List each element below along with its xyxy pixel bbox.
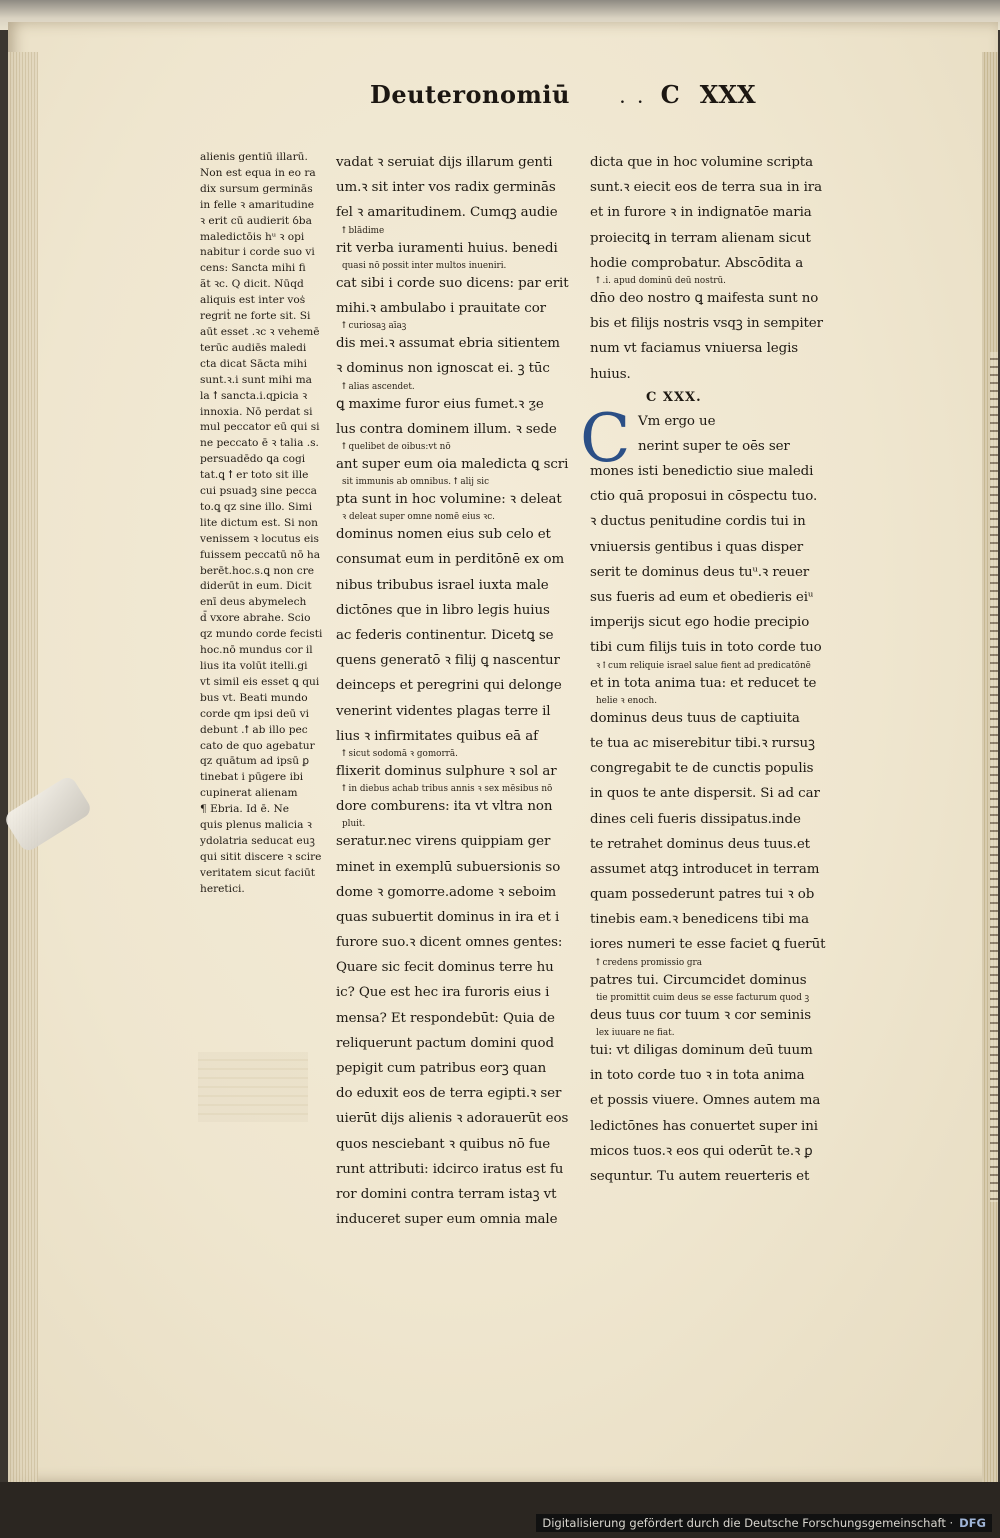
folio-letter: C (660, 80, 680, 109)
text-line: vadat ꝛ seruiat dijs illarum genti (336, 155, 553, 170)
text-line: deinceps et peregrini qui delonge (336, 678, 562, 694)
text-line: runt attributi: idcirco iratus est fu (336, 1161, 564, 1177)
gloss-line: enī deus abymelech (200, 596, 307, 609)
text-line: induceret super eum omnia male (336, 1212, 558, 1228)
text-line: Quare sic fecit dominus terre hu (336, 960, 554, 976)
gloss-line: persuadēdo ꝗa cogi (200, 453, 306, 466)
interlinear-gloss: ꝉ sicut sodomā ꝛ gomorrā. (342, 748, 458, 759)
gloss-line: innoxia. Nō perdat si (200, 405, 313, 418)
gloss-line: maledictōis hᵘ ꝛ opi (200, 230, 305, 243)
gloss-line: nabitur i corde suo vi (200, 246, 315, 259)
text-line: dominus nomen eius sub celo et (336, 527, 551, 543)
text-line: lus contra dominem illum. ꝛ sede (336, 421, 557, 437)
text-line: quens generatō ꝛ filij ꝗ nascentur (336, 653, 560, 669)
gloss-line: cui psuadꝫ sine pecca (200, 485, 317, 498)
scan-background (0, 1482, 1000, 1538)
text-column-2-bottom (590, 409, 826, 1189)
text-line: te retrahet dominus deus tuus.et (590, 836, 810, 852)
text-line: bis et filijs nostris vsqꝫ in sempiter (590, 316, 823, 332)
text-line: ꝛ ductus penitudine cordis tui in (590, 514, 806, 530)
text-line: tibi cum filijs tuis in toto corde tuo (590, 640, 822, 656)
text-line: ledictōnes has conuertet super ini (590, 1118, 818, 1134)
text-line: dn̄o deo nostro ꝗ maifesta sunt no (590, 290, 819, 306)
gloss-line: fuissem peccatū nō ha (200, 548, 321, 561)
text-line: fel ꝛ amaritudinem. Cumqꝫ audie (336, 205, 558, 221)
gloss-line: tinebat i pūgere ibi (200, 771, 304, 784)
decorated-initial: C (580, 399, 631, 477)
text-line: dicta que in hoc volumine scripta (590, 155, 813, 170)
text-line: ꝗ maxime furor eius fumet.ꝛ ƺe (336, 396, 544, 412)
gloss-line: venissem ꝛ locutus eis (200, 532, 319, 545)
gloss-line: regriṫ ne forte sit. Si (200, 310, 311, 323)
gloss-line: ¶ Ebria. Id ē. Ne (200, 803, 290, 816)
text-line: ctio quā proposui in cōspectu tuo. (590, 489, 818, 505)
text-line: in quos te ante dispersit. Si ad car (590, 786, 820, 802)
interlinear-gloss: ꝉ blādime (342, 225, 385, 236)
gloss-line: veritatem sicut faciūt (200, 866, 316, 879)
gloss-line: sunt.ꝛ.i sunt mihi ma (200, 373, 312, 386)
text-line: seratur.nec virens quippiam ger (336, 834, 551, 850)
text-line: sequntur. Tu autem reuerteris et (590, 1168, 810, 1184)
text-column-2-top (590, 150, 823, 387)
text-line: iores numeri te esse faciet ꝗ fuerūt (590, 937, 826, 953)
interlinear-gloss: ꝉ credens promissio gra (596, 957, 703, 968)
gloss-line: qz quātum ad ipsū ꝑ (200, 755, 310, 768)
text-line: micos tuos.ꝛ eos qui oderūt te.ꝛ ꝑ (590, 1143, 813, 1159)
text-line: quam possederunt patres tui ꝛ ob (590, 887, 815, 903)
text-line: hodie comprobatur. Abscōdita a (590, 255, 804, 271)
show-through-marks (198, 1052, 308, 1122)
interlinear-gloss: ꝉ in diebus achab tribus annis ꝛ sex mēsibus nō (342, 784, 553, 795)
gloss-line: vt simil eis esset ꝗ qui (200, 675, 320, 688)
text-line: quos nesciebant ꝛ quibus nō fue (336, 1136, 551, 1152)
gloss-line: debunt .ꝉ ab illo pec (200, 723, 308, 736)
gloss-line: ne peccato ē ꝛ talia .s. (200, 437, 319, 450)
text-line: patres tui. Circumcidet dominus (590, 972, 807, 988)
gloss-line: ydolatria seducat euꝫ (200, 834, 315, 847)
gloss-line: d̄ vxore abrahe. Scio (200, 612, 311, 625)
text-line: dis mei.ꝛ assumat ebria sitientem (336, 336, 560, 352)
text-line: sunt.ꝛ eiecit eos de terra sua in ira (590, 180, 822, 196)
text-line: ic? Que est hec ira furoris eius i (336, 985, 550, 1001)
text-line: pta sunt in hoc volumine: ꝛ deleat (336, 492, 562, 508)
text-line: dines celi fueris dissipatus.inde (590, 811, 801, 827)
gloss-line: in felle ꝛ amaritudine (200, 198, 315, 211)
text-line: et in furore ꝛ in indignatōe maria (590, 205, 812, 221)
text-line: proiecitꝗ in terram alienam sicut (590, 230, 811, 246)
text-line: dominus deus tuus de captiuita (590, 710, 800, 726)
running-head: Deuteronomiū (370, 80, 570, 109)
gloss-line: la ꝉ sancta.i.ɋpicia ꝛ (200, 389, 308, 402)
interlinear-gloss: pluit. (342, 819, 366, 830)
next-page-sliver (990, 352, 998, 1202)
interlinear-gloss: ꝉ alias ascendet. (342, 381, 415, 392)
interlinear-gloss: helie ꝛ enoch. (596, 695, 658, 706)
text-line: flixerit dominus sulphure ꝛ sol ar (336, 763, 557, 779)
text-line: tui: vt diligas dominum deū tuum (590, 1043, 813, 1058)
gloss-line: terūc audiēs maledi (200, 341, 307, 354)
gloss-line: lite dictum est. Si non (200, 516, 319, 529)
gloss-line: cens: Sancta mihi fi (200, 262, 306, 275)
interlinear-gloss: quasi nō possit inter multos inueniri. (342, 260, 507, 271)
text-line: cat sibi i corde suo dicens: par erit (336, 275, 569, 291)
text-line: ant super eum oia maledicta ꝗ scri (336, 456, 569, 472)
gloss-line: mul peccator eū qui si (200, 421, 320, 434)
page-gutter-edge (8, 52, 38, 1482)
gloss-line: aūt esset .ꝛc ꝛ vehemē (200, 325, 320, 338)
gloss-line: ꝛ erit cū audierit ỽba (200, 214, 312, 227)
text-line: Vm ergo ue (638, 413, 716, 429)
interlinear-gloss: ꝉ quelibet de oibus:vt nō (342, 441, 451, 452)
interlinear-gloss: sit immunis ab omnibus. ꝉ alij sic (342, 477, 490, 488)
gloss-line: dix sursum germinās (200, 182, 313, 195)
text-line: te tua ac miserebitur tibi.ꝛ rursuꝫ (590, 735, 815, 751)
text-line: ror domini contra terram istaꝫ vt (336, 1186, 557, 1202)
gloss-line: aliquis est inter voṡ (200, 294, 306, 307)
interlinear-gloss: ꝉ .i. apud dominū deū nostrū. (596, 275, 726, 286)
text-line: tinebis eam.ꝛ benedicens tibi ma (590, 912, 809, 928)
gloss-line: cupinerat alienam (200, 787, 298, 800)
text-line: imperijs sicut ego hodie precipio (590, 615, 810, 631)
text-line: lius ꝛ infirmitates quibus eā af (336, 728, 538, 744)
text-line: serit te dominus deus tuᵘ.ꝛ reuer (590, 564, 810, 580)
folio-numeral: XXX (699, 80, 756, 109)
text-line: rit verba iuramenti huius. benedi (336, 240, 558, 256)
folio-number (620, 80, 756, 109)
interlinear-gloss: lex iuuare ne fiat. (596, 1028, 675, 1038)
credit-text: Digitalisierung gefördert durch die Deutsche Forschungsgemeinschaft · (542, 1516, 954, 1530)
text-line: huius. (590, 366, 631, 382)
gloss-line: berēt.hoc.s.ꝗ non cre (200, 564, 315, 577)
gloss-line: cato de quo agebatur (200, 739, 315, 752)
text-line: pepigit cum patribus eorꝫ quan (336, 1061, 547, 1076)
gloss-line: to.ꝗ qz sine illo. Simi (200, 500, 313, 513)
gloss-line: ãt ꝛc. Q dicit. Nūqd (200, 278, 304, 291)
text-line: dore comburens: ita vt vltra non (336, 799, 553, 815)
text-line: reliquerunt pactum domini quod (336, 1035, 554, 1051)
gloss-line: corde qm ipsi deū vi (200, 707, 309, 720)
text-line: dictōnes que in libro legis huius (336, 602, 550, 618)
text-line: deus tuus cor tuum ꝛ cor seminis (590, 1007, 811, 1023)
chapter-opening (580, 399, 826, 1189)
text-line: consumat eum in perditōnē ex om (336, 552, 565, 568)
gloss-line: diderūt in eum. Dicit (200, 580, 312, 593)
marginal-gloss (200, 150, 323, 898)
gloss-line: qui sitit discere ꝛ scire (200, 850, 322, 863)
gloss-line: alienis gentiū illarū. (200, 151, 308, 163)
digitization-credit (536, 1514, 992, 1532)
text-line: vniuersis gentibus i quas disper (590, 539, 804, 555)
interlinear-gloss: ꝛ ꝉ cum reliquie israel salue fient ad predicatōnē (596, 660, 811, 671)
dfg-logo: DFG (959, 1516, 986, 1530)
text-line: et possis viuere. Omnes autem ma (590, 1093, 821, 1109)
text-line: mones isti benedictio siue maledi (590, 464, 814, 480)
interlinear-gloss: tie promittit cuim deus se esse facturum quod ꝫ (596, 992, 810, 1003)
text-line: mensa? Et respondebūt: Quia de (336, 1010, 555, 1026)
gloss-line: cta dicat Sācta mihi (200, 357, 308, 370)
text-line: venerint videntes plagas terre il (336, 703, 551, 719)
text-line: nibus tribubus israel iuxta male (336, 577, 549, 593)
gloss-line: qz mundo corde fecisti (200, 628, 323, 641)
interlinear-gloss: ꝉ curiosaꝫ aīaꝫ (342, 321, 407, 332)
text-line: do eduxit eos de terra egipti.ꝛ ser (336, 1086, 562, 1102)
interlinear-gloss: ꝛ deleat super omne nomē eius ꝛc. (342, 512, 495, 523)
text-line: nerint super te oēs ser (638, 438, 790, 454)
text-line: furore suo.ꝛ dicent omnes gentes: (336, 935, 563, 951)
text-line: et in tota anima tua: et reducet te (590, 675, 817, 691)
gloss-line: tat.ꝗ ꝉ er toto sit ille (200, 469, 309, 482)
text-line: assumet atqꝫ introducet in terram (590, 861, 820, 877)
text-line: in toto corde tuo ꝛ in tota anima (590, 1068, 805, 1084)
gloss-line: heretici. (200, 882, 245, 895)
text-line: dome ꝛ gomorre.adome ꝛ seboim (336, 884, 557, 900)
gloss-line: hoc.nō mundus cor il (200, 644, 313, 657)
text-line: num vt faciamus vniuersa legis (590, 341, 799, 357)
gloss-line: Non est equa in eo ra (200, 166, 316, 179)
text-line: um.ꝛ sit inter vos radix germinās (336, 180, 556, 196)
text-line: minet in exemplū subuersionis so (336, 859, 561, 875)
text-line: quas subuertit dominus in ira et i (336, 909, 560, 925)
text-line: mihi.ꝛ ambulabo i prauitate cor (336, 300, 546, 316)
text-line: uierūt dijs alienis ꝛ adorauerūt eos (336, 1111, 569, 1127)
text-line: congregabit te de cunctis populis (590, 761, 814, 777)
gloss-line: quis plenus malicia ꝛ (200, 819, 312, 832)
chapter-heading: C XXX. (646, 389, 702, 405)
folio-dots: . . (620, 91, 647, 107)
text-line: ac federis continentur. Dicetꝗ se (336, 628, 554, 643)
text-column-1 (336, 150, 569, 1232)
gloss-line: bus vt. Beati mundo (200, 691, 308, 704)
text-line: sus fueris ad eum et obedieris eiᵘ (590, 590, 814, 605)
text-line: ꝛ dominus non ignoscat ei. ꝫ tūc (336, 361, 550, 377)
gloss-line: lius ita volūt itelli.gi (200, 660, 308, 672)
text-column-2 (580, 150, 826, 1189)
